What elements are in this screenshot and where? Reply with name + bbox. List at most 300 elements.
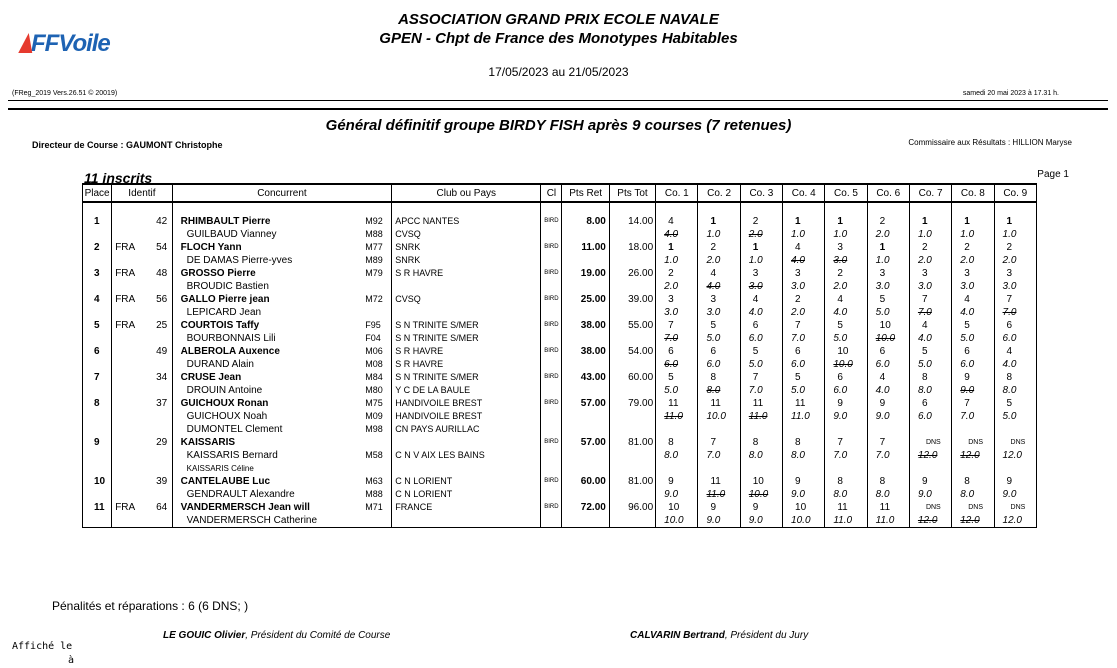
identif-cell [112,241,172,267]
jury-president-signature: CALVARIN Bertrand, Président du Jury [630,630,809,641]
race-cell [656,293,698,319]
race-score: 11.0 [748,411,768,422]
race-score: 2.0 [917,255,932,266]
category [365,306,391,319]
race-score: 2.0 [875,229,890,240]
identif [112,501,171,514]
place-cell [83,501,112,528]
race-cell [909,267,951,293]
race-cell [825,241,867,267]
race-cell [909,371,951,397]
nationality: FRA [115,294,136,305]
race-cell [783,345,825,371]
club-name [392,280,540,293]
column-header: Pts Ret [562,184,609,202]
race-rank: 7 [837,437,843,448]
club-cell [392,371,541,397]
race-cell [656,436,698,475]
points-total: 54.00 [628,346,654,357]
sail-number: 37 [156,398,168,409]
race-rank: 4 [837,294,843,305]
race-score: 2.0 [706,255,721,266]
race-score: 9.0 [960,385,975,396]
race-cell [783,241,825,267]
crew-member [173,358,392,371]
crew-member [173,423,392,436]
race-score: 6.0 [664,359,679,370]
race-cell [656,397,698,436]
race-rank: 1 [795,216,801,227]
race-cell [909,475,951,501]
race-cell [740,215,782,241]
race-score: 9.0 [664,489,679,500]
column-header: Co. 1 [656,184,698,202]
event-dates: 17/05/2023 au 21/05/2023 [488,65,629,79]
results-commissioner: Commissaire aux Résultats : HILLION Maryse [908,138,1072,147]
class-cell [541,293,562,319]
race-rank: DNS [968,439,984,446]
race-score: 8.0 [833,489,848,500]
race-cell [909,293,951,319]
race-rank: 7 [1006,294,1013,305]
table-row [83,501,1037,528]
race-rank: 6 [837,372,843,383]
race-cell [867,501,909,528]
race-score: 9.0 [875,411,890,422]
race-rank: 8 [964,476,970,487]
race-score: 5.0 [917,359,932,370]
competitor-cell [172,345,392,371]
competitor-cell [172,436,392,475]
race-cell [952,436,994,475]
race-score: 4.0 [917,333,932,344]
race-rank: 6 [921,398,928,409]
spacer-cell [909,202,951,215]
ffvoile-logo: FFVoile [20,30,110,58]
points-retained: 38.00 [580,320,606,331]
race-cell [783,293,825,319]
race-score: 6.0 [748,333,763,344]
crew-member [173,228,392,241]
race-rank: 4 [879,372,886,383]
club-name: SNRK [395,242,421,252]
race-rank: 2 [964,242,970,253]
place: 1 [94,216,100,227]
nationality [112,371,147,384]
race-cell [952,345,994,371]
table-row [83,215,1037,241]
race-score: 10.0 [664,515,684,526]
race-score: 1.0 [706,229,721,240]
crew-name: DUMONTEL Clement [186,424,283,435]
race-rank: 2 [752,216,759,227]
crew-name: GENDRAULT Alexandre [186,489,295,500]
identif-cell [112,371,172,397]
skipper-name: VANDERMERSCH Jean will [180,502,310,513]
crew-member [173,254,392,267]
race-cell [909,436,951,475]
crew-name: GUILBAUD Vianney [186,229,277,240]
crew-member [173,475,392,488]
race-rank: 5 [668,372,674,383]
race-score: 11.0 [664,411,683,422]
race-cell [867,293,909,319]
category: M09 [365,411,383,421]
race-score: 3.0 [917,281,932,292]
race-rank: 8 [710,372,717,383]
points-retained: 43.00 [580,372,606,383]
class-code: BIRD [544,400,559,406]
race-cell [909,397,951,436]
race-rank: 7 [879,437,886,448]
crew-name: LEPICARD Jean [186,307,262,318]
race-cell [698,241,740,267]
race-rank: 5 [710,320,717,331]
race-rank: 10 [668,502,680,513]
race-score: 9.0 [706,515,721,526]
race-score: 3.0 [1002,281,1017,292]
club-cell [392,319,541,345]
identif-cell [112,436,172,475]
place: 5 [94,320,100,331]
club-name: S R HAVRE [395,346,444,356]
table-header-row [83,184,1037,202]
table-row [83,436,1037,475]
nationality [112,475,147,488]
category: M63 [365,476,383,486]
race-cell [825,397,867,436]
race-cell [740,475,782,501]
identif-cell [112,215,172,241]
points-total-cell [609,267,655,293]
race-cell [867,475,909,501]
identif [112,371,171,384]
race-score: 4.0 [748,307,763,318]
class-cell [541,436,562,475]
column-header: Pts Tot [609,184,655,202]
race-cell [698,293,740,319]
race-rank: 9 [921,476,928,487]
race-rank: 11 [837,502,848,513]
points-total-cell [609,501,655,528]
category: M98 [365,424,383,434]
page-number: Page 1 [1037,169,1069,180]
category: M08 [365,359,383,369]
points-retained-cell [562,475,609,501]
table-row [83,241,1037,267]
race-score: 7.0 [791,333,805,344]
club-name: C N V AIX LES BAINS [395,450,485,460]
club-name: S R HAVRE [395,359,444,369]
skipper-name: COURTOIS Taffy [180,320,260,331]
race-rank: 7 [921,294,928,305]
race-score: 6.0 [917,411,932,422]
race-cell [909,215,951,241]
race-rank: 9 [710,502,717,513]
club-name: C N LORIENT [395,489,453,499]
column-header: Co. 4 [783,184,825,202]
race-rank: 10 [837,346,849,357]
crew-member [173,501,392,514]
race-score: 8.0 [875,489,890,500]
sail-number: 25 [156,320,168,331]
race-rank: 5 [837,320,843,331]
place: 11 [94,502,105,513]
spacer-cell [83,202,112,215]
race-rank: 8 [795,437,801,448]
race-cell [825,475,867,501]
points-total-cell [609,371,655,397]
race-score: 1.0 [875,255,890,266]
race-score: 8.0 [664,450,679,461]
place: 7 [94,372,100,383]
race-score: 3.0 [960,281,975,292]
race-cell [698,475,740,501]
race-rank: 9 [752,502,759,513]
race-score: 7.0 [875,450,890,461]
race-cell [867,397,909,436]
race-rank: 1 [1006,216,1013,227]
table-row [83,475,1037,501]
points-retained-cell [562,371,609,397]
print-timestamp: samedi 20 mai 2023 à 17.31 h. [962,90,1059,97]
race-score: 1.0 [748,255,763,266]
category: M06 [365,346,383,356]
race-rank: DNS [968,504,984,511]
race-rank: 1 [879,242,886,253]
race-cell [909,345,951,371]
club-name: CVSQ [395,229,421,239]
race-cell [867,345,909,371]
crew-member [173,488,392,501]
race-cell [867,436,909,475]
race-cell [825,371,867,397]
class-code: BIRD [544,322,559,328]
race-rank: 8 [752,437,759,448]
race-cell [909,319,951,345]
spacer-cell [112,202,172,215]
race-rank: 7 [710,437,717,448]
race-rank: 5 [1006,398,1013,409]
crew-member [173,280,392,293]
category: M79 [365,268,383,278]
column-header: Co. 8 [952,184,994,202]
table-row [83,319,1037,345]
crew-member [173,306,392,319]
race-rank: 9 [1006,476,1013,487]
race-cell [783,436,825,475]
category: M77 [365,242,383,252]
race-score: 5.0 [875,307,890,318]
points-total-cell [609,397,655,436]
race-rank: 2 [921,242,928,253]
race-rank: 6 [795,346,801,357]
column-header: Place [83,184,112,202]
skipper-name: GALLO Pierre jean [180,294,270,305]
points-retained: 25.00 [580,294,606,305]
points-retained-cell [562,501,609,528]
race-cell [952,319,994,345]
points-retained-cell [562,436,609,475]
race-cell [783,319,825,345]
competitor-cell [172,215,392,241]
race-score: 10.0 [791,515,811,526]
column-header: Co. 3 [740,184,782,202]
identif [112,215,171,228]
race-score: 5.0 [833,333,848,344]
race-director: Directeur de Course : GAUMONT Christophe [32,140,223,150]
race-cell [698,267,740,293]
race-score: 12.0 [1002,450,1022,461]
race-cell [952,215,994,241]
race-cell [783,371,825,397]
race-rank: 9 [879,398,886,409]
race-rank: 9 [668,476,674,487]
race-score: 11.0 [791,411,810,422]
points-retained-cell [562,215,609,241]
race-rank: 7 [752,372,759,383]
race-score: 1.0 [960,229,975,240]
race-cell [740,241,782,267]
race-rank: 5 [964,320,970,331]
race-rank: 6 [879,346,886,357]
crew-member [173,410,392,423]
posted-label: Affiché le à [12,641,75,666]
points-total: 79.00 [628,398,654,409]
column-header: Concurrent [172,184,392,202]
race-rank: 5 [795,372,801,383]
race-score: 9.0 [1002,489,1017,500]
place: 3 [94,268,100,279]
race-score: 3.0 [664,307,679,318]
race-score: 4.0 [791,255,805,266]
category: M92 [365,216,383,226]
crew-member [173,267,392,280]
committee-president-signature: LE GOUIC Olivier, Président du Comité de Course [163,630,391,641]
club-cell [392,267,541,293]
race-cell [656,241,698,267]
sail-number: 42 [156,216,168,227]
crew-member [173,371,392,384]
race-score: 4.0 [664,229,679,240]
race-cell [909,241,951,267]
race-rank: 11 [879,502,891,513]
spacer-cell [541,202,562,215]
club-name [392,514,540,527]
club-cell [392,436,541,475]
crew-name: DROUIN Antoine [186,385,263,396]
skipper-name: GROSSO Pierre [180,268,256,279]
category [365,436,391,449]
class-code: BIRD [544,374,559,380]
crew-name: BOURBONNAIS Lili [186,333,276,344]
race-rank: 3 [879,268,886,279]
crew-member [173,462,392,475]
points-retained: 72.00 [580,502,606,513]
race-score: 5.0 [706,333,721,344]
spacer-cell [392,202,541,215]
race-score: 1.0 [664,255,679,266]
race-score: 2.0 [833,281,848,292]
points-retained: 57.00 [580,437,606,448]
race-score: 7.0 [833,450,848,461]
identif [112,345,171,358]
spacer-cell [994,202,1036,215]
race-rank: 11 [668,398,679,409]
points-retained-cell [562,319,609,345]
race-cell [783,397,825,436]
race-score: 10.0 [748,489,769,500]
race-rank: 6 [710,346,717,357]
spacer-cell [783,202,825,215]
race-cell [698,436,740,475]
identif [112,319,171,332]
race-score: 4.0 [960,307,975,318]
race-rank: DNS [1010,504,1026,511]
race-score: 1.0 [791,229,805,240]
club-name: C N LORIENT [395,476,453,486]
table-row [83,397,1037,436]
club-name: Y C DE LA BAULE [395,385,471,395]
category: F04 [365,333,381,343]
race-rank: 10 [879,320,891,331]
race-rank: 8 [879,476,886,487]
race-rank: 4 [795,242,801,253]
race-score: 7.0 [748,385,763,396]
race-cell [740,371,782,397]
race-rank: 3 [668,294,674,305]
category: M58 [365,450,383,460]
race-rank: 2 [795,294,801,305]
points-total: 18.00 [628,242,654,253]
points-retained-cell [562,345,609,371]
race-cell [698,397,740,436]
identif [112,267,171,280]
class-code: BIRD [544,218,559,224]
crew-member [173,384,392,397]
club-cell [392,293,541,319]
race-rank: 3 [795,268,801,279]
race-score: 6.0 [791,359,805,370]
class-cell [541,371,562,397]
race-score: 1.0 [833,229,848,240]
club-name: SNRK [395,255,421,265]
results-table [82,183,1037,528]
race-score: 8.0 [706,385,721,396]
crew-name: KAISSARIS Bernard [186,450,278,461]
race-score: 3.0 [833,255,848,266]
competitor-cell [172,475,392,501]
race-score: 4.0 [1002,359,1017,370]
race-rank: 11 [795,398,806,409]
race-rank: 9 [964,372,970,383]
crew-member [173,514,392,527]
race-cell [867,319,909,345]
race-rank: 3 [1006,268,1013,279]
nationality: FRA [115,268,136,279]
class-cell [541,319,562,345]
club-name: APCC NANTES [395,216,460,226]
table-row [83,293,1037,319]
race-cell [825,267,867,293]
category: M80 [365,385,383,395]
nationality [112,397,147,410]
race-score: 3.0 [791,281,805,292]
crew-member [173,449,392,462]
spacer-cell [867,202,909,215]
sail-number: 34 [156,372,168,383]
category: M88 [365,489,383,499]
